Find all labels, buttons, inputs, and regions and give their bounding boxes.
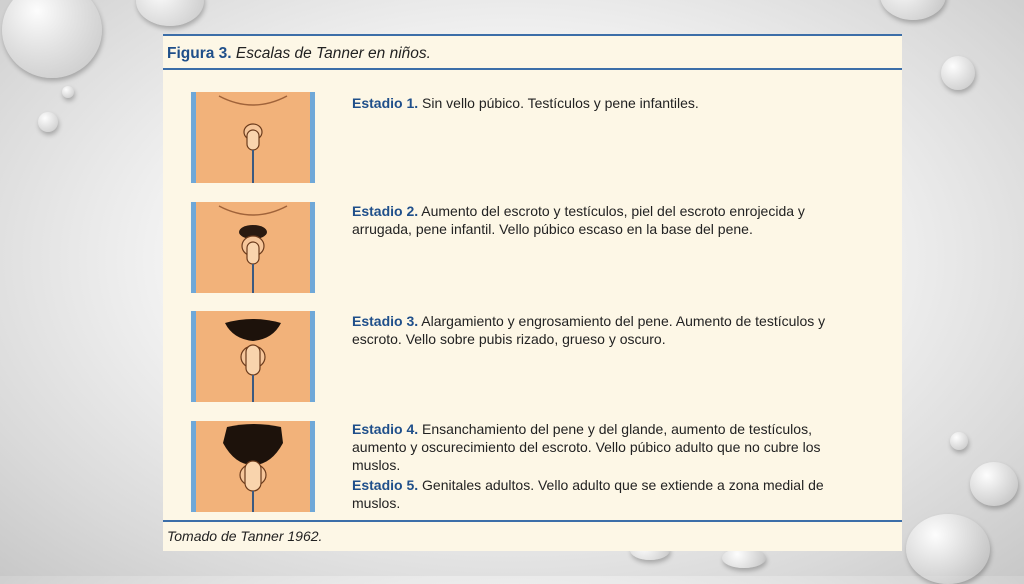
stage-3-description: [352, 312, 852, 348]
water-drop-decoration: [906, 514, 990, 584]
figure-footer: [163, 520, 902, 551]
water-drop-decoration: [136, 0, 204, 26]
figure-number: Figura 3.: [167, 45, 232, 62]
water-drop-decoration: [950, 432, 968, 450]
stage-4-text: Ensanchamiento del pene y del glande, aumento de testículos, aumento y oscurecimiento del escroto. Vello púbico adulto que no cubre los muslos.: [352, 421, 821, 473]
water-drop-decoration: [38, 112, 58, 132]
stage-2-description: [352, 202, 852, 238]
top-rule: [163, 34, 902, 36]
stage-1-text: Sin vello púbico. Testículos y pene infantiles.: [422, 95, 699, 111]
water-drop-decoration: [62, 86, 74, 98]
stage-4-description: [352, 420, 852, 474]
source-citation: Tomado de Tanner 1962.: [167, 528, 323, 544]
stage-5-text: Genitales adultos. Vello adulto que se extiende a zona medial de muslos.: [352, 477, 824, 511]
stage-1-label: Estadio 1.: [352, 95, 419, 111]
stage-5-description: [352, 476, 852, 512]
tanner-stage-1-illustration: [191, 92, 315, 183]
figure-caption: Escalas de Tanner en niños.: [235, 45, 431, 62]
figure-title: [167, 45, 431, 63]
water-drop-decoration: [722, 548, 766, 568]
tanner-stage-4-illustration: [191, 421, 315, 512]
stage-2-label: Estadio 2.: [352, 203, 419, 219]
figure-panel: [163, 34, 902, 551]
water-drop-decoration: [880, 0, 946, 20]
water-drop-decoration: [2, 0, 102, 78]
stage-3-text: Alargamiento y engrosamiento del pene. Aumento de testículos y escroto. Vello sobre pubis rizado, grueso y oscuro.: [352, 313, 826, 347]
water-drop-decoration: [941, 56, 975, 90]
stage-4-label: Estadio 4.: [352, 421, 419, 437]
tanner-stage-2-illustration: [191, 202, 315, 293]
stage-5-label: Estadio 5.: [352, 477, 419, 493]
stage-3-label: Estadio 3.: [352, 313, 419, 329]
tanner-stage-3-illustration: [191, 311, 315, 402]
title-rule: [163, 68, 902, 70]
water-drop-decoration: [970, 462, 1018, 506]
stage-1-description: [352, 94, 852, 112]
stage-2-text: Aumento del escroto y testículos, piel del escroto enrojecida y arrugada, pene infantil. Vello púbico escaso en la base del pene.: [352, 203, 805, 237]
